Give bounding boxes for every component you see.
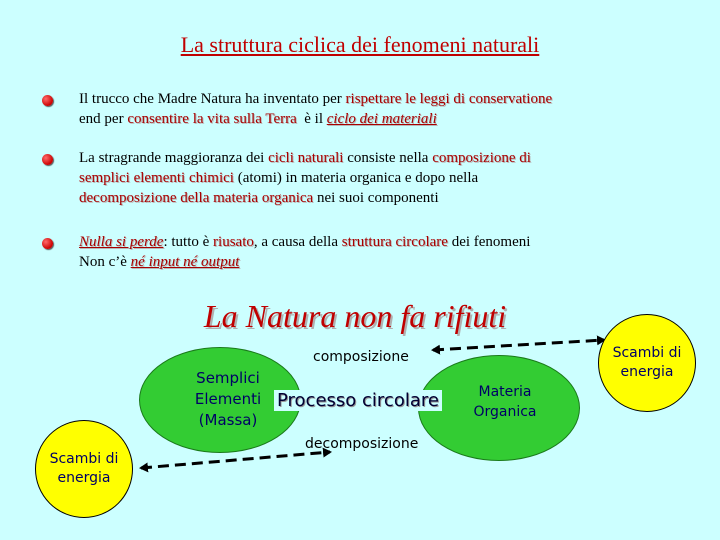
p2-highlight-cycles: cicli naturali — [268, 150, 344, 166]
p2-text-a: La stragrande maggioranza dei — [79, 150, 269, 166]
p3-highlight-nothing-lost: Nulla si perde — [79, 234, 164, 250]
elements-label — [178, 368, 278, 431]
p1-text-e: è il — [296, 111, 327, 127]
slide-title: La struttura ciclica dei fenomeni naturali — [180, 32, 540, 57]
p2-highlight-composition: composizione di — [432, 150, 531, 166]
p1-text-c: end per — [79, 111, 128, 127]
paragraph-2 — [79, 148, 709, 208]
p3-text-d: , a causa della — [253, 234, 342, 250]
energy-link-right — [433, 340, 604, 350]
bullet-marker-2 — [42, 154, 53, 165]
p1-highlight-cycle: ciclo dei materiali — [326, 111, 437, 127]
energy-link-left — [141, 452, 330, 468]
elements-label-line-1: Semplici — [196, 369, 260, 387]
energy-exchange-right — [598, 314, 696, 412]
bullet-marker-1 — [42, 95, 53, 106]
paragraph-1 — [79, 89, 709, 129]
p2-text-c: consiste nella — [343, 150, 433, 166]
elements-label-line-3: (Massa) — [198, 411, 258, 429]
p3-text-b: : tutto è — [163, 234, 214, 250]
decomposition-label: decomposizione — [305, 436, 419, 452]
headline: La Natura non fa rifiuti — [203, 298, 507, 334]
energy-exchange-left — [35, 420, 133, 518]
energy-left-line-2: energia — [57, 470, 111, 486]
organic-label-line-1: Materia — [478, 384, 532, 400]
circular-process-label: Processo circolare — [274, 390, 442, 411]
paragraph-3 — [79, 232, 709, 272]
energy-right-line-1: Scambi di — [612, 345, 682, 361]
p3-text-f: dei fenomeni — [447, 234, 531, 250]
p3-highlight-circular: struttura circolare — [341, 234, 448, 250]
p2-highlight-decomposition: decomposizione della materia organica — [79, 190, 314, 206]
p2-highlight-elements: semplici elementi chimici — [79, 170, 234, 186]
p3-text-g: Non c’è — [79, 254, 131, 270]
p2-text-f: (atomi) in materia organica e dopo nella — [233, 170, 479, 186]
elements-label-line-2: Elementi — [194, 390, 262, 408]
energy-left-line-1: Scambi di — [49, 451, 119, 467]
organic-matter-label — [455, 382, 555, 422]
p1-highlight-conservation: rispettare le leggi di conservatione — [345, 91, 553, 107]
p1-highlight-life: consentire la vita sulla Terra — [127, 111, 297, 127]
composition-label: composizione — [313, 349, 409, 365]
p1-text-a: Il trucco che Madre Natura ha inventato per — [79, 91, 346, 107]
p2-text-h: nei suoi componenti — [313, 190, 439, 206]
p3-highlight-no-input-output: né input né output — [130, 254, 240, 270]
energy-right-line-2: energia — [620, 364, 674, 380]
p3-highlight-reused: riusato — [213, 234, 254, 250]
organic-label-line-2: Organica — [473, 404, 537, 420]
bullet-marker-3 — [42, 238, 53, 249]
